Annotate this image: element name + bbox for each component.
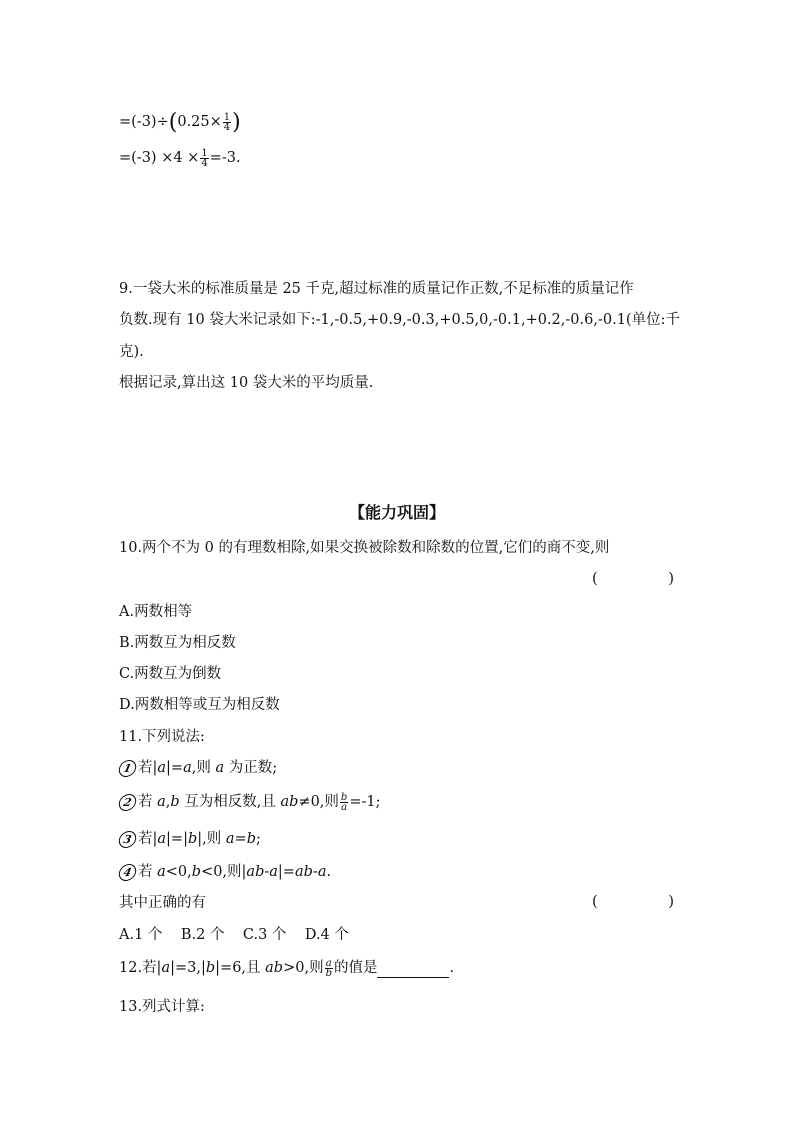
fraction-denominator: a: [341, 801, 348, 813]
calc-text: =(-3) ×4 ×: [119, 150, 200, 166]
variable: a: [157, 794, 166, 810]
fraction-numerator: 1: [201, 147, 208, 159]
calc-text: =(-3)÷: [119, 114, 169, 130]
text: =: [234, 831, 247, 847]
fraction-denominator: b: [325, 967, 332, 979]
circled-number-2-icon: 2: [117, 794, 138, 811]
text: |=3,|: [170, 960, 206, 976]
q12-stem: [119, 958, 454, 978]
text: 12.若|: [119, 960, 162, 976]
circled-number-4-icon: 4: [117, 864, 138, 881]
variable: a: [161, 960, 171, 976]
text: 的值是: [333, 960, 378, 976]
variable: b: [170, 794, 180, 810]
text: 互为相反数,且: [179, 794, 281, 810]
variable: a: [225, 831, 235, 847]
text: |=|: [166, 831, 188, 847]
variable: a: [157, 831, 167, 847]
fraction-numerator: b: [340, 791, 348, 803]
variable: b: [246, 831, 256, 847]
calc-line-1: [119, 112, 241, 133]
text: ,: [165, 794, 171, 810]
fraction-numerator: 1: [223, 111, 231, 123]
q10-option-b: B.两数互为相反数: [119, 635, 236, 651]
text: 若|: [138, 760, 158, 776]
text: ,则: [191, 760, 216, 776]
variable: ab: [265, 960, 284, 976]
q9-line-1: 9.一袋大米的标准质量是 25 千克,超过标准的质量记作正数,不足标准的质量记作: [119, 281, 634, 297]
q13-stem: 13.列式计算:: [119, 999, 205, 1015]
q9-line-3: 克).: [119, 344, 144, 360]
text: |,则: [197, 831, 226, 847]
paren-close: ): [668, 894, 674, 910]
q11-statement-3: [119, 829, 261, 849]
circled-number-1-icon: 1: [117, 760, 138, 777]
text: >0,则: [283, 960, 324, 976]
variable: b: [187, 831, 198, 847]
text: |=: [277, 864, 295, 880]
fraction: [200, 149, 208, 168]
paren-open: (: [592, 571, 598, 587]
fraction: [223, 113, 231, 132]
q9-line-2: 负数.现有 10 袋大米记录如下:-1,-0.5,+0.9,-0.3,+0.5,0,-0.1,+0.2,-0.6,-0.1(单位:千: [119, 312, 680, 328]
q11-statement-2: [119, 792, 381, 812]
text: -: [312, 864, 318, 880]
text: .: [449, 960, 455, 976]
text: 为正数;: [224, 760, 278, 776]
text: 若: [138, 794, 158, 810]
variable: a: [157, 864, 166, 880]
fraction-numerator: a: [325, 957, 332, 969]
q10-option-a: A.两数相等: [119, 604, 193, 620]
q11-options: A.1 个 B.2 个 C.3 个 D.4 个: [119, 927, 349, 943]
text: <0,: [165, 864, 192, 880]
left-paren: (: [168, 110, 178, 135]
variable: ab: [294, 864, 313, 880]
variable: ab: [246, 864, 265, 880]
calc-text: 0.25×: [177, 114, 222, 130]
q10-answer-paren: [592, 571, 674, 587]
paren-open: (: [592, 894, 598, 910]
variable: a: [157, 760, 167, 776]
variable: a: [269, 864, 278, 880]
right-paren: ): [232, 110, 241, 135]
text: -: [264, 864, 270, 880]
paren-close: ): [668, 571, 674, 587]
q9-line-4: 根据记录,算出这 10 袋大米的平均质量.: [119, 375, 374, 391]
text: 若|: [138, 831, 158, 847]
fraction: [340, 793, 348, 812]
calc-text: =-3.: [209, 150, 241, 166]
text: |=: [166, 760, 184, 776]
text: |=6,且: [215, 960, 266, 976]
text: ;: [255, 831, 261, 847]
answer-blank[interactable]: [377, 961, 449, 978]
variable: a: [317, 864, 327, 880]
variable: a: [183, 760, 192, 776]
text: =-1;: [349, 794, 381, 810]
text: ≠0,则: [298, 794, 339, 810]
q11-statement-1: [119, 758, 277, 778]
variable: ab: [280, 794, 299, 810]
text: 若: [138, 864, 158, 880]
q11-stem: 11.下列说法:: [119, 729, 205, 745]
variable: b: [205, 960, 216, 976]
circled-number-3-icon: 3: [117, 831, 138, 848]
variable: a: [215, 760, 225, 776]
q10-option-c: C.两数互为倒数: [119, 666, 222, 682]
q11-statement-4: [119, 862, 331, 882]
q11-answer-paren: [592, 894, 674, 910]
text: <0,则|: [201, 864, 247, 880]
fraction-denominator: 4: [201, 157, 208, 169]
calc-line-2: [119, 148, 241, 168]
text: .: [326, 864, 332, 880]
q10-option-d: D.两数相等或互为相反数: [119, 697, 280, 713]
q11-closing: 其中正确的有: [119, 895, 206, 911]
variable: b: [191, 864, 202, 880]
fraction: [325, 959, 333, 978]
q10-stem: 10.两个不为 0 的有理数相除,如果交换被除数和除数的位置,它们的商不变,则: [119, 540, 610, 556]
section-heading: 【能力巩固】: [348, 503, 445, 522]
fraction-denominator: 4: [223, 121, 231, 133]
